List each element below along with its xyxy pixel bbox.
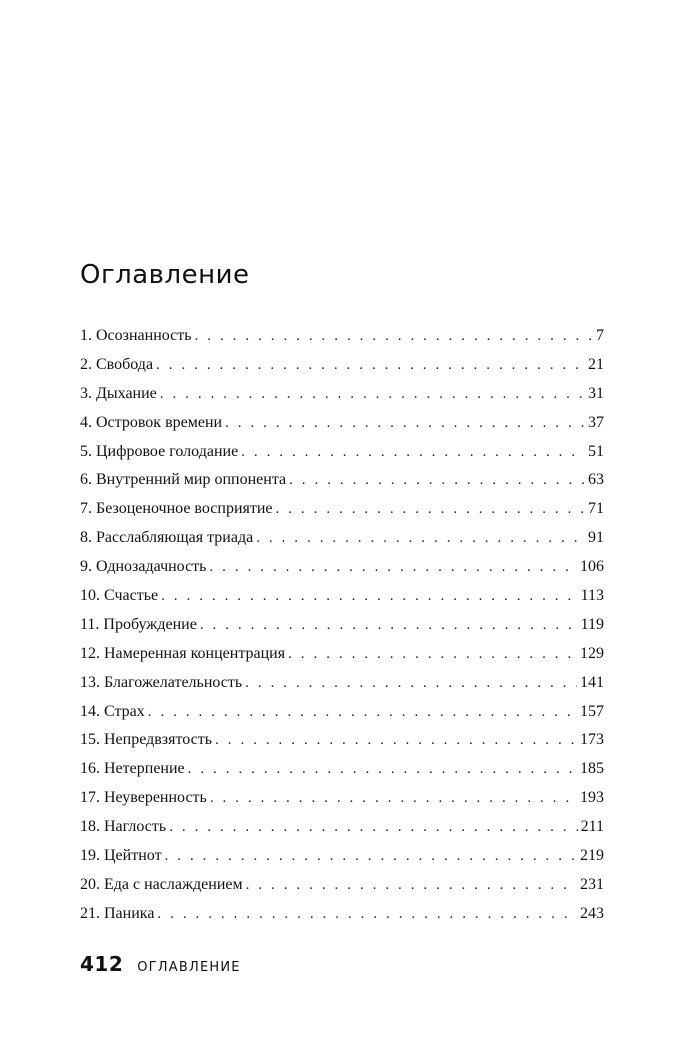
toc-entry-page: 31 <box>588 384 604 402</box>
toc-entry-page: 51 <box>588 442 604 460</box>
dot-leader <box>161 582 577 611</box>
toc-entry-page: 185 <box>580 760 604 778</box>
dot-leader <box>200 611 578 640</box>
toc-entry[interactable] <box>80 726 604 755</box>
toc-entry[interactable] <box>80 466 604 495</box>
dot-leader <box>209 553 577 582</box>
toc-entry-page: 106 <box>580 558 604 576</box>
dot-leader <box>276 495 585 524</box>
dot-leader <box>160 380 585 409</box>
page-title: Оглавление <box>80 260 250 290</box>
toc-entry-page: 231 <box>580 875 604 893</box>
dot-leader <box>165 842 577 871</box>
toc-entry[interactable] <box>80 409 604 438</box>
toc-entry-page: 211 <box>580 818 604 836</box>
dot-leader <box>156 351 585 380</box>
toc-entry-title: 17. Неуверенность <box>80 789 207 807</box>
toc-entry-page: 71 <box>588 500 604 518</box>
toc-entry-title: 11. Пробуждение <box>80 615 197 633</box>
toc-entry-page: 63 <box>588 471 604 489</box>
toc-entry[interactable] <box>80 582 604 611</box>
toc-entry-title: 4. Островок времени <box>80 413 223 431</box>
toc-entry-title: 15. Непредвзятость <box>80 731 213 749</box>
toc-entry-title: 14. Страх <box>80 702 145 720</box>
toc-entry-title: 16. Нетерпение <box>80 760 185 778</box>
toc-entry-page: 119 <box>580 615 604 633</box>
toc-entry-title: 13. Благожелательность <box>80 673 243 691</box>
dot-leader <box>215 726 577 755</box>
toc-entry-title: 6. Внутренний мир оппонента <box>80 471 287 489</box>
toc-entry-title: 9. Однозадачность <box>80 558 207 576</box>
toc-entry-page: 157 <box>580 702 604 720</box>
footer-section-label: ОГЛАВЛЕНИЕ <box>137 960 241 975</box>
toc-entry-title: 19. Цейтнот <box>80 847 162 865</box>
toc-entry[interactable] <box>80 380 604 409</box>
toc-entry-title: 21. Паника <box>80 904 155 922</box>
toc-entry[interactable] <box>80 698 604 727</box>
table-of-contents <box>80 322 604 929</box>
toc-entry-title: 8. Расслабляющая триада <box>80 529 254 547</box>
toc-entry-page: 141 <box>580 673 604 691</box>
dot-leader <box>148 698 577 727</box>
toc-entry-page: 193 <box>580 789 604 807</box>
toc-entry[interactable] <box>80 495 604 524</box>
toc-entry-page: 21 <box>588 355 604 373</box>
toc-entry-page: 7 <box>596 327 604 344</box>
toc-entry-title: 10. Счастье <box>80 587 159 605</box>
toc-entry[interactable] <box>80 784 604 813</box>
toc-entry-page: 129 <box>580 644 604 662</box>
dot-leader <box>288 640 577 669</box>
toc-entry-page: 37 <box>588 413 604 431</box>
toc-entry-page: 91 <box>588 529 604 547</box>
page-footer <box>80 952 241 976</box>
toc-entry-page: 243 <box>580 904 604 922</box>
dot-leader <box>245 669 577 698</box>
footer-page-number: 412 <box>80 952 124 976</box>
toc-entry-page: 219 <box>580 847 604 865</box>
toc-entry[interactable] <box>80 813 604 842</box>
toc-entry-title: 12. Намеренная концентрация <box>80 644 286 662</box>
dot-leader <box>289 466 585 495</box>
dot-leader <box>169 813 577 842</box>
toc-entry-title: 7. Безоценочное восприятие <box>80 500 273 518</box>
toc-entry-title: 1. Осознанность <box>80 327 192 344</box>
toc-entry-title: 18. Наглость <box>80 818 167 836</box>
dot-leader <box>188 755 577 784</box>
toc-entry[interactable] <box>80 669 604 698</box>
toc-entry[interactable] <box>80 755 604 784</box>
dot-leader <box>157 900 577 929</box>
toc-entry[interactable] <box>80 640 604 669</box>
toc-entry-page: 113 <box>580 587 604 605</box>
dot-leader <box>195 322 593 351</box>
toc-entry[interactable] <box>80 438 604 467</box>
toc-entry[interactable] <box>80 900 604 929</box>
toc-entry-title: 20. Еда с наслаждением <box>80 875 243 893</box>
toc-entry[interactable] <box>80 842 604 871</box>
dot-leader <box>225 409 585 438</box>
dot-leader <box>246 871 577 900</box>
toc-entry-title: 3. Дыхание <box>80 384 157 402</box>
toc-entry-page: 173 <box>580 731 604 749</box>
dot-leader <box>241 438 585 467</box>
toc-entry[interactable] <box>80 322 604 351</box>
toc-entry[interactable] <box>80 553 604 582</box>
dot-leader <box>210 784 577 813</box>
toc-entry-title: 2. Свобода <box>80 355 154 373</box>
toc-entry[interactable] <box>80 611 604 640</box>
dot-leader <box>256 524 585 553</box>
toc-entry[interactable] <box>80 351 604 380</box>
toc-entry[interactable] <box>80 524 604 553</box>
toc-entry[interactable] <box>80 871 604 900</box>
toc-entry-title: 5. Цифровое голодание <box>80 442 239 460</box>
